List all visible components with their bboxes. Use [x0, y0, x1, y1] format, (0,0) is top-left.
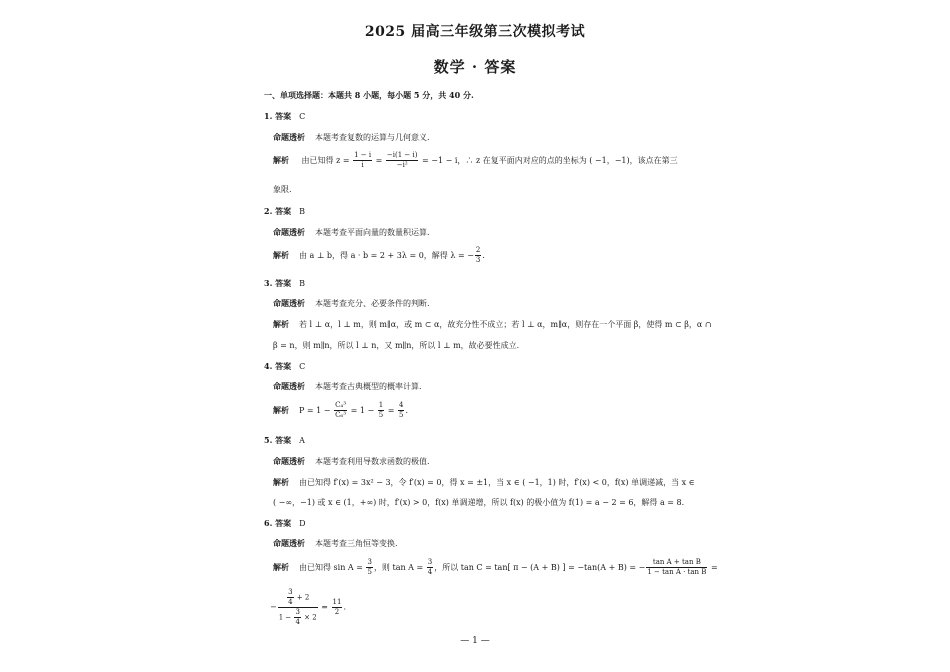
fraction: $\frac{\text{tan A + tan B}}{\text{1 − tan A · tan B}}$ [647, 558, 707, 576]
question-1-answer [264, 111, 305, 122]
question-2-analysis: 解析 由 a ⊥ b，得 a · b = 2 + 3λ = 0，解得 λ = − $\frac{2}{3}$ . [273, 246, 485, 264]
fraction: $\frac{3}{5}$ [367, 558, 372, 576]
question-3-analysis-cont: β = n，则 m∥n，所以 l ⊥ n，又 m∥n，所以 l ⊥ m，故必要性成立. [273, 341, 520, 350]
question-5-analysis-cont: ( −∞，−1) 或 x ∈ (1，+∞) 时，f′(x) > 0，f(x) 单调递增，所以 f(x) 的极小值为 f(1) = a − 2 = 6，解得 a = 8. [273, 498, 685, 507]
question-1-intent [273, 132, 430, 143]
intent-text: 本题考查复数的运算与几何意义. [315, 133, 430, 142]
question-3-analysis: 解析 若 l ⊥ α，l ⊥ m，则 m∥α，或 m ⊂ α，故充分性不成立；若 l ⊥ α，m∥α，则存在一个平面 β，使得 m ⊂ β，α ∩ [273, 319, 712, 329]
question-6-answer: 6. 答案 D [264, 518, 306, 528]
question-2-answer: 2. 答案 B [264, 206, 306, 216]
section-heading: 一、单项选择题：本题共 8 小题，每小题 5 分，共 40 分. [264, 90, 474, 100]
answer-label: 答案 [275, 111, 292, 121]
question-1-analysis-cont: 象限. [273, 185, 292, 194]
question-6-analysis-cont: − $\frac{3}{4}$ + 2 1 − $\frac{3}{4}$ × 2 = $\frac{11}{2}$ . [270, 588, 346, 626]
subject-title: 数学 · 答案 [433, 58, 517, 76]
analysis-label: 解析 [273, 154, 289, 165]
question-4-intent: 命题透析 本题考查古典概型的概率计算. [273, 381, 422, 391]
fraction: $\frac{-i(1 - i)}{\text{−i²}}$ [386, 151, 418, 169]
page-number: — 1 — [460, 636, 490, 646]
fraction: $\frac{1 - i}{i}$ [354, 151, 372, 169]
question-6-intent: 命题透析 本题考查三角恒等变换. [273, 538, 398, 548]
intent-label: 命题透析 [273, 132, 305, 142]
question-5-answer: 5. 答案 A [264, 435, 305, 445]
question-5-analysis: 解析 由已知得 f′(x) = 3x² − 3，令 f′(x) = 0，得 x = ±1，当 x ∈ ( −1，1) 时，f′(x) < 0，f(x) 单调递减，当 x ∈ [273, 477, 695, 487]
fraction: $\frac{1}{5}$ [378, 401, 384, 419]
answer-choice: C [299, 112, 306, 121]
question-1-analysis: 解析 由已知得 z = $\frac{1 - i}{i}$ = $\frac{-i(1 - i)}{\text{−i²}}$ = −1 − i，∴ z 在复平面内对应的点的坐标为 ( −1，−1)，该点在第三 [273, 151, 678, 169]
question-5-intent: 命题透析 本题考查利用导数求函数的极值. [273, 456, 430, 466]
question-2-intent: 命题透析 本题考查平面向量的数量积运算. [273, 227, 430, 237]
compound-fraction: $\frac{3}{4}$ + 2 1 − $\frac{3}{4}$ × 2 [278, 588, 317, 626]
answer-choice: D [299, 519, 306, 528]
fraction: $\frac{\text{C₄³}}{\text{C₆³}}$ [335, 401, 347, 419]
answer-choice: B [299, 207, 306, 216]
fraction: $\frac{11}{2}$ [332, 598, 342, 616]
answer-choice: C [299, 362, 306, 371]
question-3-intent: 命题透析 本题考查充分、必要条件的判断. [273, 298, 430, 308]
fraction: $\frac{4}{5}$ [398, 401, 404, 419]
fraction: $\frac{3}{4}$ [427, 558, 433, 576]
question-3-answer: 3. 答案 B [264, 278, 306, 288]
fraction: $\frac{2}{3}$ [475, 246, 481, 264]
question-4-analysis: 解析 P = 1 − $\frac{\text{C₄³}}{\text{C₆³}}$ = 1 − $\frac{1}{5}$ = $\frac{4}{5}$ . [273, 401, 408, 419]
exam-title: 2025 届高三年级第三次模拟考试 [364, 24, 586, 40]
question-6-analysis: 解析 由已知得 sin A = $\frac{3}{5}$ ，则 tan A = $\frac{3}{4}$ ，所以 tan C = tan[ π − (A + B) ] = −tan(A + B) = − $\frac{\text{tan A + tan B}}{\text{1 − tan A · tan B}}$ = [273, 558, 718, 576]
answer-choice: B [299, 279, 306, 288]
question-4-answer: 4. 答案 C [264, 361, 306, 371]
question-number: 1. [264, 111, 273, 121]
answer-choice: A [299, 436, 305, 445]
